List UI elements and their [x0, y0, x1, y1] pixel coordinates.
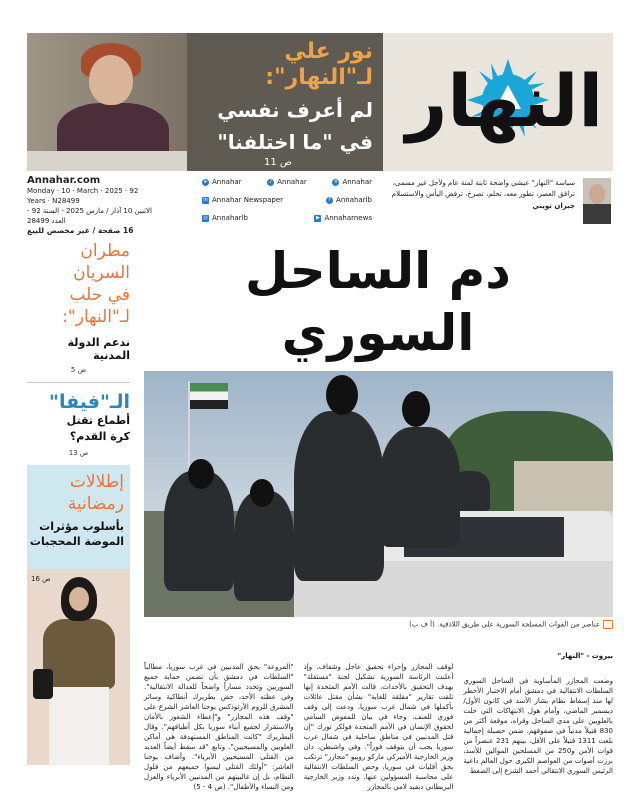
- ramadan-page-ref: ص 16: [31, 575, 51, 583]
- promo-text: [183, 39, 373, 168]
- social-tiktok[interactable]: ♪ Annahar: [269, 178, 307, 186]
- fifa-subtitle-line1: أطماع تقتل: [66, 414, 130, 427]
- ramadan-title-line2: رمضانية: [67, 494, 124, 514]
- date-arabic: الاثنين 10 آذار / مارس 2025 - السنة 92 - العدد 28499: [27, 207, 152, 225]
- ramadan-photo: [27, 569, 130, 765]
- youtube-icon: ▶: [316, 214, 320, 221]
- fifa-title: الـ"فيفا": [49, 391, 130, 413]
- promo-quote-line2: في "ما اختلفنا": [217, 130, 373, 154]
- founder-portrait: [583, 178, 611, 224]
- tiktok-icon: ♪: [269, 178, 273, 185]
- promo-photo: [27, 33, 187, 171]
- annahar-logo[interactable]: [393, 43, 607, 161]
- main-photo[interactable]: [144, 371, 613, 617]
- photo-caption: [144, 620, 613, 629]
- promo-box[interactable]: [27, 33, 383, 171]
- ramadan-title-line1: إطلالات: [69, 472, 124, 492]
- syrian-flag: [190, 383, 228, 409]
- policy-text: سياسة "النهار" عيشي واضحة ثابتة لمنة عام ولأجل غير مسمى، ترافق العصر، تطور معه، تحلم، تصرخ، ترفض اليأس والاستسلام: [391, 179, 575, 198]
- social-links: [202, 176, 372, 230]
- fifa-page-ref: ص 13: [68, 449, 89, 457]
- instagram-icon: ◎: [203, 214, 208, 221]
- bishop-title-line3: لـ"النهار":: [62, 307, 130, 327]
- article-column-left: "المروعة" بحق المدنيين في غرب سوريا، مطالباً "السلطات في دمشق بأن تضمن حماية جميع السوريين وتحدد مساراً واضحاً للعدالة الانتقالية". وفي عظته الأحد، حض بطريرك أنطاكية وسائر المشرق للروم الأرثوذكس يوحنا العاشر الشرع على "وقف هذه المجازر" و"إعطاء الشعور بالأمان والاستقرار لجميع أبناء سوريا بكل أطيافهم". وقال البطريرك "كانت المناطق المستهدفة هي أماكن العلويين والمسيحيين". وتابع "قد سقط أيضاً العديد من القتلى المسيحيين الأبرياء". وأضاف يوحنا العاشر: "أولئك القتلى ليسوا جميعهم من فلول النظام، بل إن غالبيتهم من المدنيين الأبرياء والعزل ومن النساء والأطفال". (ص 4 - 5): [143, 663, 294, 791]
- divider: [27, 382, 130, 383]
- social-instagram[interactable]: ◎ Annaharlb: [203, 214, 248, 222]
- bishop-subtitle: ندعم الدولة المدنية: [67, 336, 130, 362]
- article-column-middle: لوقف المجازر وإجراء تحقيق عاجل وشفاف. وإذ أعلنت الرئاسة السورية تشكيل لجنة "مستقلة" بهدف التحقيق بالأحداث، قالت الأمم المتحدة إنها تلقت تقارير "مقلقة للغاية" بشأن مقتل عائلات بأكملها في شمال غرب سوريا، ودعت إلى وقف فوري للعنف. وجاء في بيان للمفوض السامي لحقوق الإنسان في الأمم المتحدة فولكر تورك "إن قتل المدنيين في مناطق ساحلية في شمال غرب سوريا يجب أن يتوقف فوراً". وفي واشنطن، دان وزير الخارجية الأميركي ماركو روبيو "مجازر" ترتكب بحق أقليات في سوريا، وحض السلطات الانتقالية على محاسبة المسؤولين عنها. وندد وزير الخارجية البريطاني ديفيد لامي بالمجازر: [303, 663, 454, 791]
- site-url[interactable]: Annahar.com: [27, 175, 101, 186]
- page-count: 16 صفحة / غير مخصص للبيع: [27, 226, 134, 235]
- bishop-teaser[interactable]: [27, 240, 130, 374]
- social-facebook[interactable]: f Annaharlb: [326, 194, 372, 206]
- policy-signature: جبران تويني: [532, 202, 575, 210]
- social-x[interactable]: ✕ Annahar: [333, 178, 372, 186]
- bishop-title-line2: في حلب: [69, 285, 130, 305]
- masthead: [27, 33, 613, 171]
- editorial-policy: [385, 178, 575, 212]
- linkedin-icon: in: [203, 196, 208, 203]
- telegram-icon: ➤: [203, 178, 208, 185]
- fifa-subtitle-line2: كرة القدم؟: [69, 430, 130, 443]
- lead-article[interactable]: [143, 662, 614, 791]
- x-icon: ✕: [333, 178, 339, 185]
- ramadan-subtitle-line2: الموضة المحجبات: [29, 535, 124, 548]
- headline-line1: دم الساحل السوري: [245, 242, 511, 362]
- social-linkedin[interactable]: in Annahar Newspaper: [203, 196, 284, 204]
- bishop-title-line1: مطران السريان: [73, 241, 130, 283]
- article-column-right: وضعت المجازر المأساوية في الساحل السوري السلطات الانتقالية في دمشق أمام الاختبار الأخطر لها منذ إسقاط نظام بشار الأسد في كانون الأول/ديسمبر الماضي، وأمام هول الانتهاكات التي حلت بالعلويين على مدى الساحل وقراه، موقعة أكثر من 830 قتيلاً مدنياً في صفوفهم، ضمن حصيلة إجمالية بلغت 1311 قتيلاً على الأقل، بينهم 231 عنصراً من قوات الأمن و250 من المسلحين الموالين للأسد، برزت أصوات من العواصم الكبرى حول العالم داعية الرئيس السوري الانتقالي أحمد الشرع إلى الضغط: [463, 677, 614, 775]
- facebook-icon: f: [326, 197, 333, 204]
- social-telegram[interactable]: ➤ Annahar: [203, 178, 242, 186]
- promo-name-suffix: لـ"النهار":: [265, 65, 373, 90]
- article-byline: بيروت - "النهار": [557, 652, 613, 660]
- camera-icon: [603, 620, 613, 629]
- meta-strip: [27, 175, 613, 235]
- social-youtube[interactable]: ▶ Annaharnews: [316, 214, 372, 222]
- promo-page-ref: ص 11: [263, 157, 292, 168]
- issue-info: [27, 176, 157, 236]
- bishop-page-ref: ص 5: [70, 366, 87, 374]
- left-teasers: [27, 240, 130, 457]
- ramadan-teaser[interactable]: [27, 465, 130, 765]
- caption-text: عناصر من القوات المسلحة السورية على طريق اللاذقية. (أ ف ب): [409, 620, 600, 629]
- fifa-teaser[interactable]: [27, 391, 130, 457]
- date-english: Monday · 10 · March · 2025 · 92 Years · N28499: [27, 187, 139, 205]
- ramadan-subtitle-line1: بأسلوب مؤثرات: [39, 520, 124, 533]
- logo-wordmark: النهار: [405, 59, 603, 143]
- promo-quote-line1: لم أعرف نفسي: [217, 98, 373, 122]
- promo-name: نور علي: [284, 39, 373, 64]
